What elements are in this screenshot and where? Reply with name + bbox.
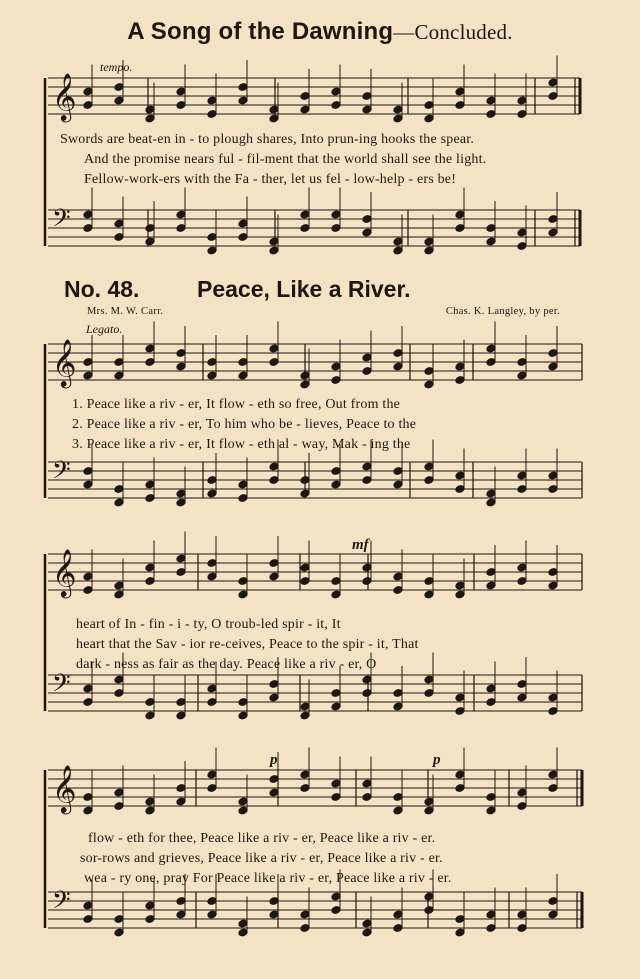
treble-clef-icon: 𝄞 — [52, 548, 77, 597]
lyric-line-3: Fellow-work-ers with the Fa - ther, let us fel - low-help - ers be! — [84, 172, 457, 187]
music-system-continuation — [0, 0, 640, 260]
hymn-number: No. 48. — [64, 276, 140, 302]
tempo-mark: tempo. — [100, 60, 133, 74]
dynamic-p: p — [270, 752, 278, 768]
lyric-line-3: dark - ness as fair as the day. Peace like a riv - er, O — [76, 657, 377, 672]
lyric-line-3: wea - ry one, pray For Peace like a riv - er, Peace like a riv - er. — [84, 871, 452, 886]
dynamic-mf: mf — [352, 537, 369, 553]
continued-song-name: A Song of the Dawning — [127, 18, 394, 45]
treble-clef-icon: 𝄞 — [52, 764, 77, 813]
bass-clef-icon: 𝄢 — [52, 455, 71, 490]
treble-clef-icon: 𝄞 — [52, 338, 77, 387]
composer-credit: Chas. K. Langley, by per. — [445, 306, 560, 317]
lyric-line-1: heart of In - fin - i - ty, O troub-led spir - it, It — [76, 617, 341, 632]
bass-clef-icon: 𝄢 — [52, 668, 71, 703]
lyric-line-1: flow - eth for thee, Peace like a riv - er, Peace like a riv - er. — [88, 831, 436, 846]
bass-clef-icon: 𝄢 — [52, 203, 71, 238]
bass-clef-icon: 𝄢 — [52, 885, 71, 920]
treble-clef-icon: 𝄞 — [52, 72, 77, 121]
lyric-line-1: 1. Peace like a riv - er, It flow - eth so free, Out from the — [72, 397, 401, 412]
music-system-3 — [0, 740, 640, 960]
hymn-title: Peace, Like a River. — [197, 276, 411, 302]
legato-mark: Legato. — [86, 322, 123, 336]
lyric-line-2: 2. Peace like a riv - er, To him who be - lieves, Peace to the — [72, 417, 417, 432]
concluded-label: —Concluded. — [393, 20, 513, 44]
lyric-line-3: 3. Peace like a riv - er, It flow - eth al - way, Mak - ing the — [72, 437, 411, 452]
lyric-line-2: sor-rows and grieves, Peace like a riv - er, Peace like a riv - er. — [80, 851, 443, 866]
lyric-line-2: heart that the Sav - ior re-ceives, Peace to the spir - it, That — [76, 637, 419, 652]
author-credit: Mrs. M. W. Carr. — [87, 306, 164, 317]
lyric-line-2: And the promise nears ful - fil-ment that the world shall see the light. — [84, 152, 487, 167]
dynamic-p: p — [433, 752, 441, 768]
lyric-line-1: Swords are beat-en in - to plough shares, Into prun-ing hooks the spear. — [60, 132, 475, 147]
